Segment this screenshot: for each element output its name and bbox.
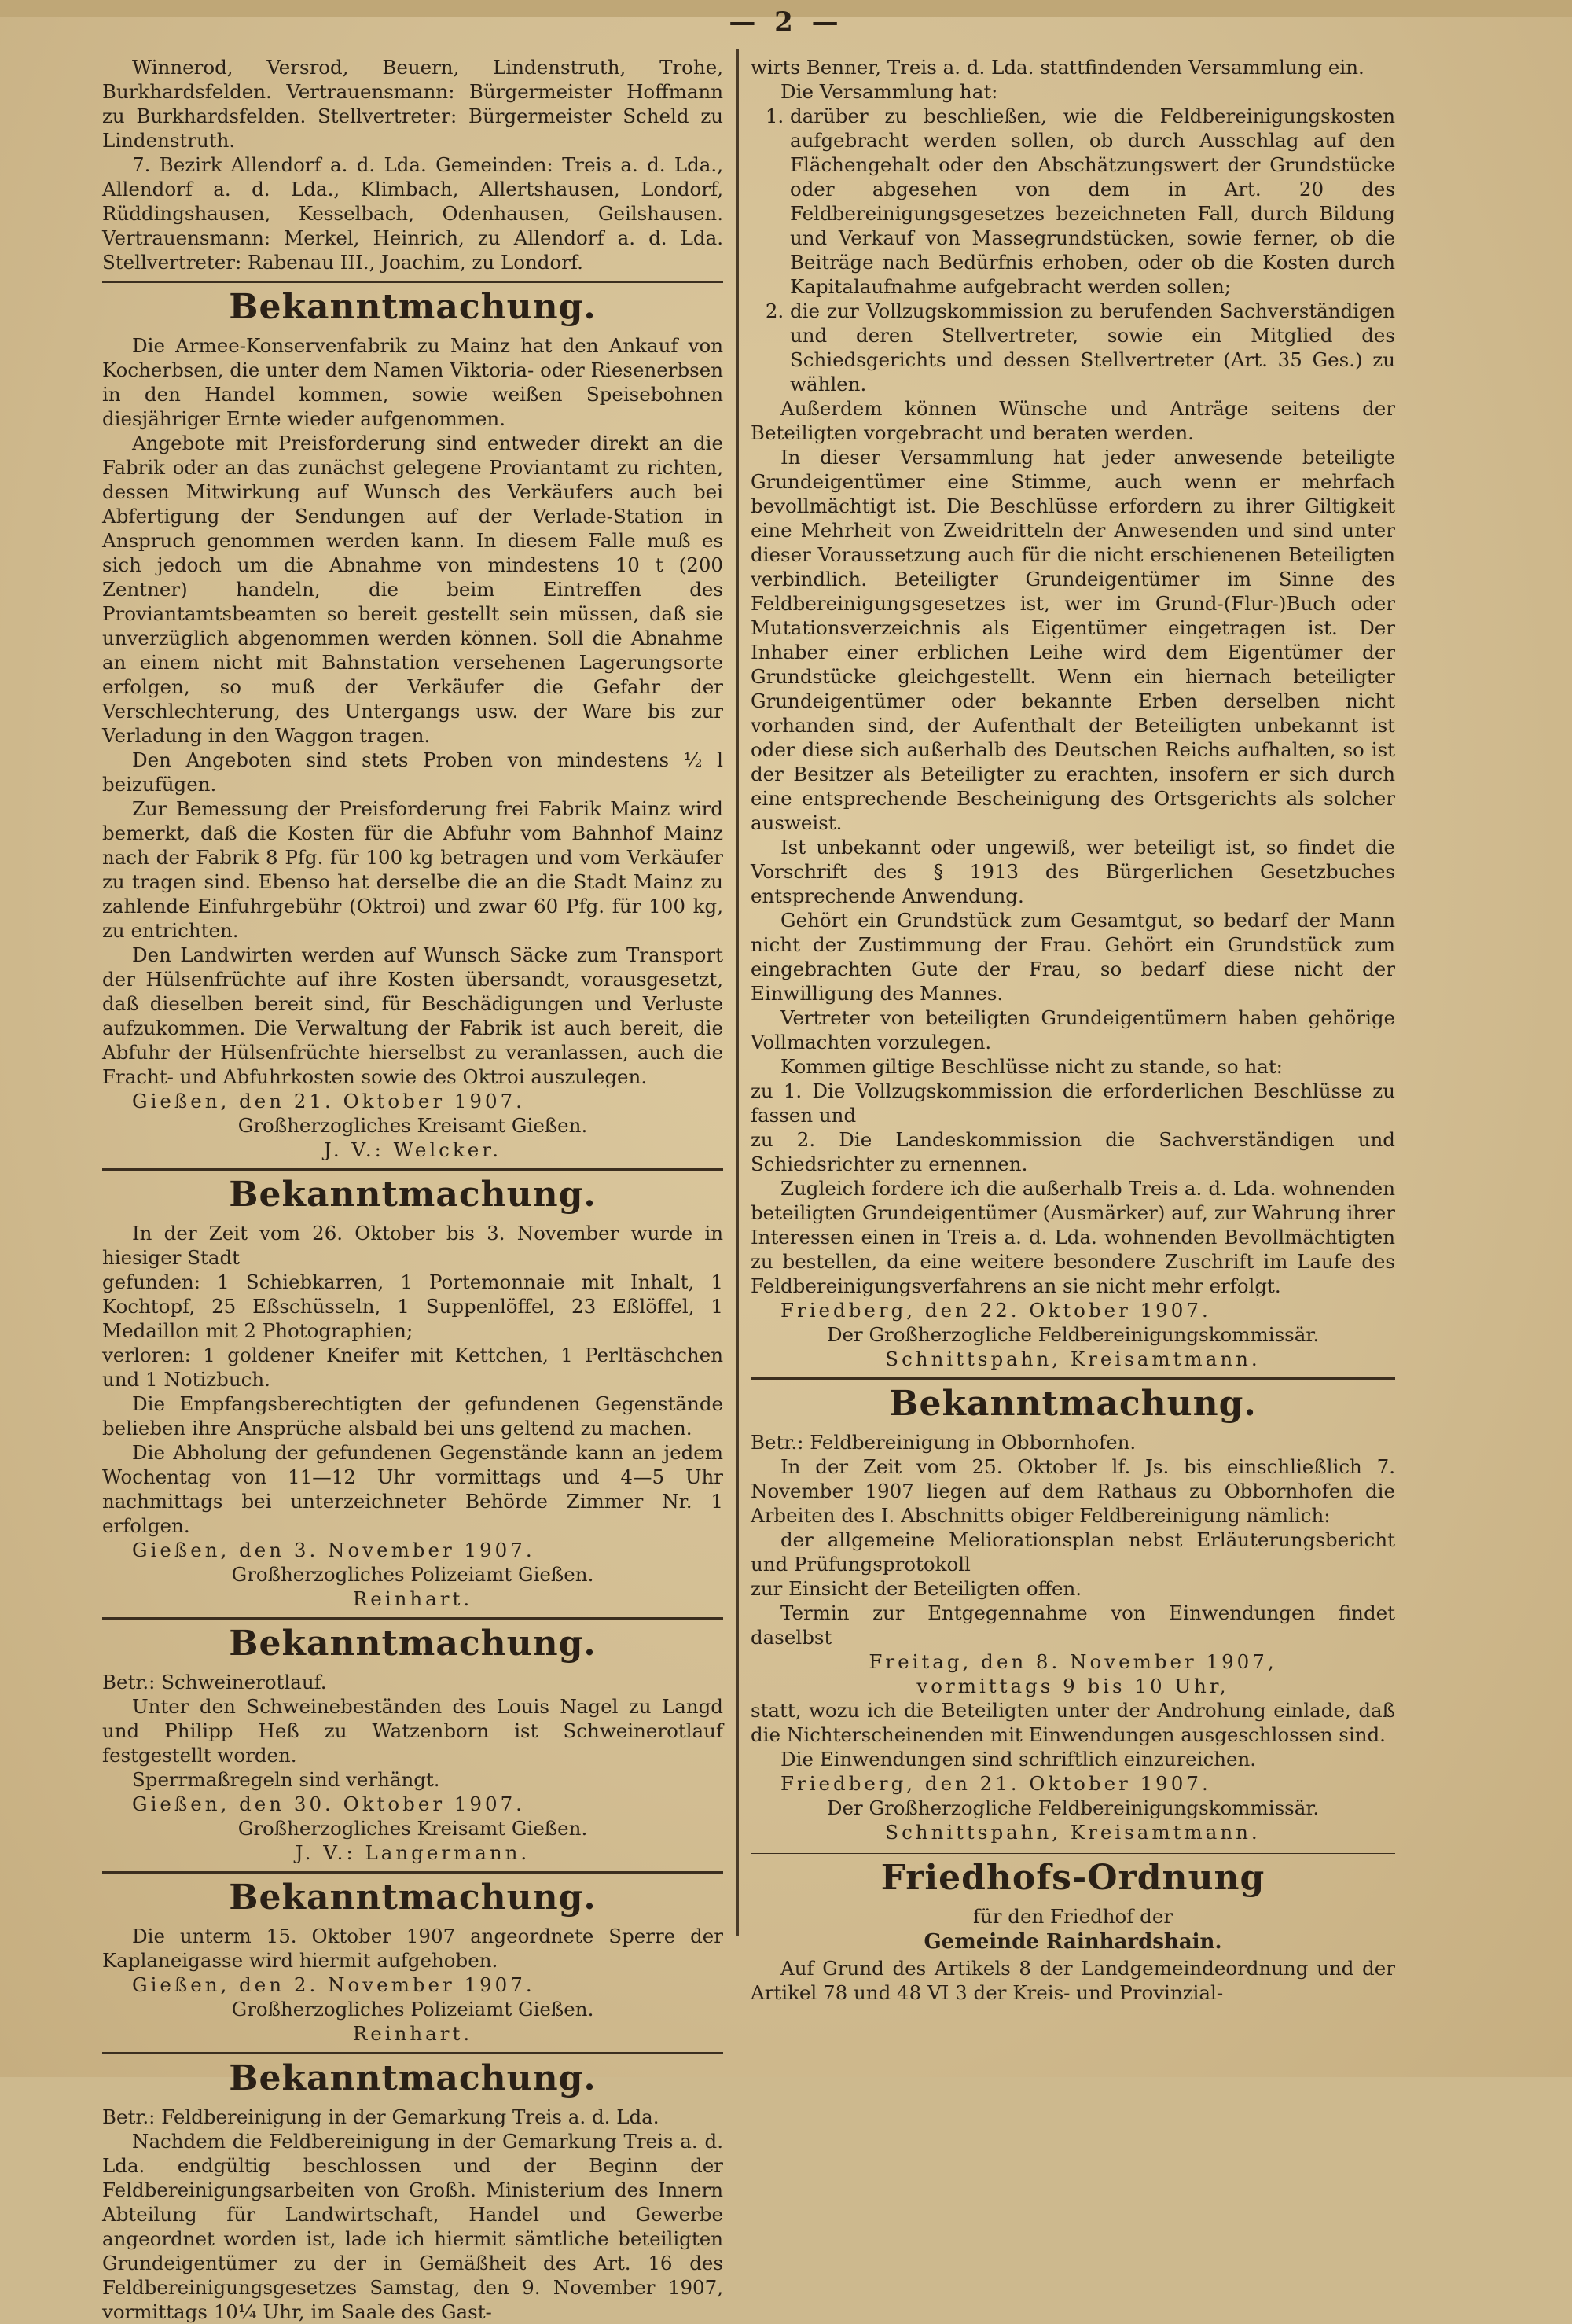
lost-items: verloren: 1 goldener Kneifer mit Kettchen, 1 Perltäschchen und 1 Notizbuch. bbox=[102, 1344, 723, 1391]
notice-paragraph: Unter den Schweinebeständen des Louis Nagel zu Langd und Philipp Heß zu Watzenborn ist Schweinerotlauf festgestellt worden. bbox=[102, 1695, 723, 1767]
found-items: gefunden: 1 Schiebkarren, 1 Portemonnaie mit Inhalt, 1 Kochtopf, 25 Eßschüsseln, 1 Suppenlöffel, 23 Eßlöffel, 1 Medaillon mit 2 Photographien; bbox=[102, 1270, 723, 1342]
notice-paragraph: zu 1. Die Vollzugskommission die erforderlichen Beschlüsse zu fassen und bbox=[751, 1079, 1395, 1127]
column-divider bbox=[736, 49, 739, 1936]
ordinance-municipality: Gemeinde Rainhardshain. bbox=[924, 1930, 1222, 1954]
section-rule bbox=[102, 281, 723, 283]
hearing-date: Freitag, den 8. November 1907, bbox=[869, 1650, 1277, 1673]
notice-paragraph: Nachdem die Feldbereinigung in der Gemarkung Treis a. d. Lda. endgültig beschlossen und der Beginn der Feldbereinigungsarbeiten von Großh. Ministerium des Innern Abteilung für Landwirtschaft, Handel und Gewerbe angeordnet worden ist, lade ich hiermit sämtliche beteiligten Grundeigentümer zu der in Gemäßheit des Art. 16 des Feldbereinigungsgesetzes Samstag, den 9. November 1907, vormittags 10¼ Uhr, im Saale des Gast- bbox=[102, 2130, 723, 2323]
section-rule bbox=[751, 1851, 1395, 1854]
notice-paragraph: Die Empfangsberechtigten der gefundenen Gegenstände belieben ihre Ansprüche alsbald bei uns geltend zu machen. bbox=[102, 1392, 723, 1440]
section-rule bbox=[102, 1617, 723, 1620]
notice-paragraph: In der Zeit vom 26. Oktober bis 3. November wurde in hiesiger Stadt bbox=[102, 1222, 723, 1269]
notice-office: Der Großherzogliche Feldbereinigungskommissär. bbox=[826, 1796, 1320, 1819]
notice-title: Bekanntmachung. bbox=[229, 287, 597, 327]
notice-continuation: wirts Benner, Treis a. d. Lda. stattfindenden Versammlung ein. bbox=[751, 56, 1364, 79]
notice-paragraph: Termin zur Entgegennahme von Einwendungen findet daselbst bbox=[751, 1601, 1395, 1649]
notice-title: Bekanntmachung. bbox=[229, 2058, 597, 2098]
notice-signer: Schnittspahn, Kreisamtmann. bbox=[885, 1348, 1261, 1370]
notice-paragraph: der allgemeine Meliorationsplan nebst Erläuterungsbericht und Prüfungsprotokoll bbox=[751, 1528, 1395, 1576]
notice-signer: J. V.: Langermann. bbox=[295, 1841, 531, 1864]
agenda-item: 2. die zur Vollzugskommission zu berufenden Sachverständigen und deren Stellvertreter, sowie ein Mitglied des Schiedsgerichts und dessen Stellvertreter (Art. 35 Ges.) zu wählen. bbox=[790, 299, 1395, 396]
section-rule bbox=[102, 1871, 723, 1874]
notice-paragraph: Den Landwirten werden auf Wunsch Säcke zum Transport der Hülsenfrüchte auf ihre Kosten übersandt, vorausgesetzt, daß dieselben bereit sind, für Beschädigungen und Verluste aufzukommen. Die Verwaltung der Fabrik ist auch bereit, die Abfuhr der Hülsenfrüchte hierselbst zu veranlassen, auch die Fracht- und Abfuhrkosten sowie des Oktroi auszulegen. bbox=[102, 943, 723, 1088]
notice-office: Großherzogliches Polizeiamt Gießen. bbox=[231, 1998, 594, 2021]
notice-office: Großherzogliches Kreisamt Gießen. bbox=[237, 1114, 588, 1137]
ordinance-subtitle: für den Friedhof der bbox=[972, 1905, 1173, 1928]
notice-paragraph: Außerdem können Wünsche und Anträge seitens der Beteiligten vorgebracht und beraten werden. bbox=[751, 397, 1395, 444]
notice-signer: Reinhart. bbox=[352, 1587, 473, 1610]
notice-paragraph: zu 2. Die Landeskommission die Sachverständigen und Schiedsrichter zu ernennen. bbox=[751, 1128, 1395, 1175]
notice-paragraph: Zur Bemessung der Preisforderung frei Fabrik Mainz wird bemerkt, daß die Kosten für die Abfuhr vom Bahnhof Mainz nach der Fabrik 8 Pfg. für 100 kg betragen und vom Verkäufer zu tragen sind. Ebenso hat derselbe die an die Stadt Mainz zu zahlende Einfuhrgebühr (Oktroi) und zwar 60 Pfg. für 100 kg, zu entrichten. bbox=[102, 797, 723, 942]
notice-title: Bekanntmachung. bbox=[229, 1175, 597, 1215]
notice-paragraph: zur Einsicht der Beteiligten offen. bbox=[751, 1577, 1082, 1600]
district-list-cont: Winnerod, Versrod, Beuern, Lindenstruth, Trohe, Burkhardsfelden. Vertrauensmann: Bürgermeister Hoffmann zu Burkhardsfelden. Stellvertreter: Bürgermeister Scheld zu Lindenstruth. bbox=[102, 56, 723, 152]
section-rule bbox=[751, 1377, 1395, 1380]
notice-paragraph: Die Einwendungen sind schriftlich einzureichen. bbox=[780, 1748, 1257, 1771]
page-number: — 2 — bbox=[729, 6, 843, 38]
notice-date: Friedberg, den 22. Oktober 1907. bbox=[780, 1299, 1211, 1322]
ordinance-title: Friedhofs-Ordnung bbox=[880, 1858, 1265, 1898]
section-rule bbox=[102, 2052, 723, 2054]
notice-date: Gießen, den 3. November 1907. bbox=[132, 1539, 535, 1561]
right-column bbox=[751, 55, 1395, 2005]
notice-paragraph: statt, wozu ich die Beteiligten unter der Androhung einlade, daß die Nichterscheinenden mit Einwendungen ausgeschlossen sind. bbox=[751, 1699, 1395, 1746]
notice-paragraph: Die Abholung der gefundenen Gegenstände kann an jedem Wochentag von 11—12 Uhr vormittags und 4—5 Uhr nachmittags bei unterzeichneter Behörde Zimmer Nr. 1 erfolgen. bbox=[102, 1441, 723, 1537]
notice-paragraph: Ist unbekannt oder ungewiß, wer beteiligt ist, so findet die Vorschrift des § 1913 des Bürgerlichen Gesetzbuches entsprechende Anwendung. bbox=[751, 836, 1395, 907]
notice-subject: Betr.: Schweinerotlauf. bbox=[102, 1671, 327, 1693]
notice-title: Bekanntmachung. bbox=[229, 1877, 597, 1918]
notice-title: Bekanntmachung. bbox=[889, 1384, 1257, 1424]
notice-office: Großherzogliches Kreisamt Gießen. bbox=[237, 1817, 588, 1840]
notice-subject: Betr.: Feldbereinigung in Obbornhofen. bbox=[751, 1431, 1137, 1454]
notice-paragraph: In dieser Versammlung hat jeder anwesende beteiligte Grundeigentümer eine Stimme, auch wenn er mehrfach bevollmächtigt ist. Die Beschlüsse erfordern zu ihrer Giltigkeit eine Mehrheit von Zweidritteln der Anwesenden und sind unter dieser Voraussetzung auch für die nicht erschienenen Beteiligten verbindlich. Beteiligter Grundeigentümer im Sinne des Feldbereinigungsgesetzes ist, wer im Grund-(Flur-)Buch oder Mutationsverzeichnis als Eigentümer eingetragen ist. Der Inhaber einer erblichen Leihe wird dem Eigentümer der Grundstücke gleichgestellt. Wenn ein hiernach beteiligter Grundeigentümer oder bekannte Erben derselben nicht vorhanden sind, der Aufenthalt der Beteiligten unbekannt ist oder diese sich außerhalb des Deutschen Reichs aufhalten, so ist der Besitzer als Beteiligter zu erachten, insofern er sich durch eine entsprechende Bescheinigung des Ortsgerichts als solcher ausweist. bbox=[751, 446, 1395, 834]
notice-paragraph: Zugleich fordere ich die außerhalb Treis a. d. Lda. wohnenden beteiligten Grundeigentümer (Ausmärker) auf, zur Wahrung ihrer Interessen einen in Treis a. d. Lda. wohnenden Bevollmächtigten zu bestellen, da eine weitere besondere Zuschrift im Laufe des Feldbereinigungsverfahrens an sie nicht mehr erfolgt. bbox=[751, 1177, 1395, 1297]
hearing-time: vormittags 9 bis 10 Uhr, bbox=[916, 1675, 1229, 1697]
notice-signer: J. V.: Welcker. bbox=[323, 1138, 502, 1161]
agenda-list bbox=[751, 104, 1395, 396]
notice-paragraph: Die Armee-Konservenfabrik zu Mainz hat den Ankauf von Kocherbsen, die unter dem Namen Viktoria- oder Riesenerbsen in den Handel kommen, sowie weißen Speisebohnen diesjähriger Ernte wieder aufgenommen. bbox=[102, 334, 723, 430]
notice-date: Gießen, den 2. November 1907. bbox=[132, 1973, 535, 1996]
notice-subject: Betr.: Feldbereinigung in der Gemarkung Treis a. d. Lda. bbox=[102, 2105, 659, 2128]
notice-paragraph: Sperrmaßregeln sind verhängt. bbox=[132, 1768, 440, 1791]
notice-paragraph: Gehört ein Grundstück zum Gesamtgut, so bedarf der Mann nicht der Zustimmung der Frau. Gehört ein Grundstück zum eingebrachten Gute der Frau, so bedarf diese nicht der Einwilligung des Mannes. bbox=[751, 909, 1395, 1005]
notice-signer: Schnittspahn, Kreisamtmann. bbox=[885, 1821, 1261, 1844]
left-column bbox=[102, 55, 723, 2324]
district-7: 7. Bezirk Allendorf a. d. Lda. Gemeinden: Treis a. d. Lda., Allendorf a. d. Lda., Klimbach, Allertshausen, Londorf, Rüddingshausen, Kesselbach, Odenhausen, Geilshausen. Vertrauensmann: Merkel, Heinrich, zu Allendorf a. d. Lda. Stellvertreter: Rabenau III., Joachim, zu Londorf. bbox=[102, 153, 723, 274]
notice-paragraph: Kommen giltige Beschlüsse nicht zu stande, so hat: bbox=[780, 1055, 1283, 1078]
assembly-agenda-intro: Die Versammlung hat: bbox=[780, 80, 998, 103]
notice-date: Friedberg, den 21. Oktober 1907. bbox=[780, 1772, 1211, 1795]
notice-date: Gießen, den 21. Oktober 1907. bbox=[132, 1090, 525, 1112]
section-rule bbox=[102, 1168, 723, 1171]
notice-paragraph: Die unterm 15. Oktober 1907 angeordnete Sperre der Kaplaneigasse wird hiermit aufgehoben. bbox=[102, 1925, 723, 1972]
notice-paragraph: Auf Grund des Artikels 8 der Landgemeindeordnung und der Artikel 78 und 48 VI 3 der Kreis- und Provinzial- bbox=[751, 1957, 1395, 2004]
notice-paragraph: Vertreter von beteiligten Grundeigentümern haben gehörige Vollmachten vorzulegen. bbox=[751, 1006, 1395, 1054]
notice-signer: Reinhart. bbox=[352, 2022, 473, 2045]
notice-paragraph: In der Zeit vom 25. Oktober lf. Js. bis einschließlich 7. November 1907 liegen auf dem Rathaus zu Obbornhofen die Arbeiten des I. Abschnitts obiger Feldbereinigung nämlich: bbox=[751, 1455, 1395, 1527]
notice-office: Der Großherzogliche Feldbereinigungskommissär. bbox=[826, 1323, 1320, 1346]
notice-office: Großherzogliches Polizeiamt Gießen. bbox=[231, 1563, 594, 1586]
notice-title: Bekanntmachung. bbox=[229, 1623, 597, 1664]
agenda-item: 1. darüber zu beschließen, wie die Feldbereinigungskosten aufgebracht werden sollen, ob durch Ausschlag auf den Flächengehalt oder den Abschätzungswert der Grundstücke oder abgesehen von dem in Art. 20 des Feldbereinigungsgesetzes bezeichneten Fall, durch Bildung und Verkauf von Massegrundstücken, sowie ferner, ob die Beiträge nach Bedürfnis erhoben, oder ob die Kosten durch Kapitalaufnahme aufgebracht werden sollen; bbox=[790, 104, 1395, 299]
notice-paragraph: Angebote mit Preisforderung sind entweder direkt an die Fabrik oder an das zunächst gelegene Proviantamt zu richten, dessen Mitwirkung auf Wunsch des Verkäufers auch bei Abfertigung der Sendungen auf der Verlade-Station in Anspruch genommen werden kann. In diesem Falle muß es sich jedoch um die Abnahme von mindestens 10 t (200 Zentner) handeln, die beim Eintreffen des Proviantamtsbeamten so bereit gestellt sein müssen, daß sie unverzüglich abgenommen werden können. Soll die Abnahme an einem nicht mit Bahnstation versehenen Lagerungsorte erfolgen, so muß der Verkäufer die Gefahr der Verschlechterung, des Untergangs usw. der Ware bis zur Verladung in den Waggon tragen. bbox=[102, 432, 723, 747]
notice-date: Gießen, den 30. Oktober 1907. bbox=[132, 1793, 525, 1815]
notice-paragraph: Den Angeboten sind stets Proben von mindestens ½ l beizufügen. bbox=[102, 748, 723, 796]
